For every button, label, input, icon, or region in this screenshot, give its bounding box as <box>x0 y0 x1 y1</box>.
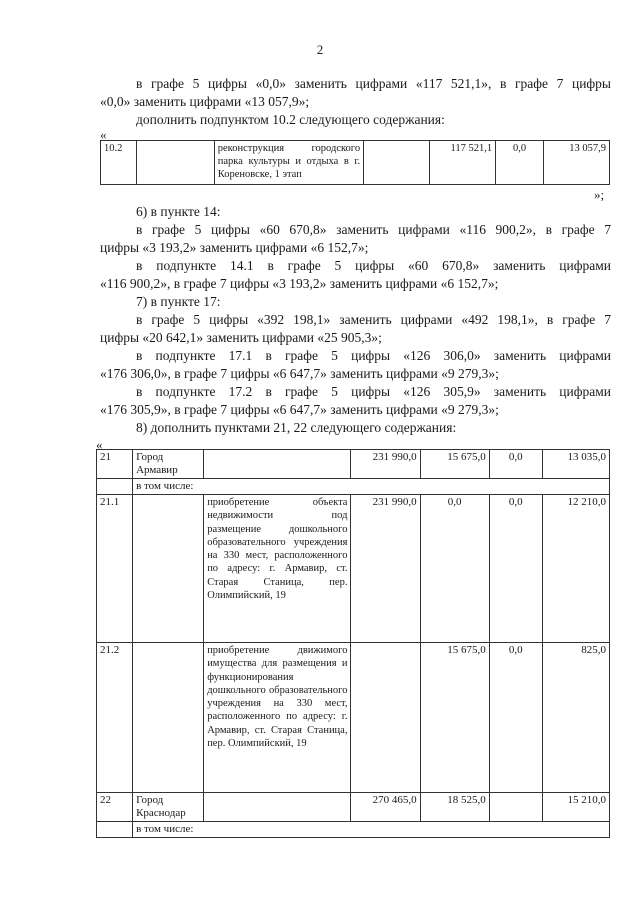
cell-col6: 0,0 <box>489 495 542 643</box>
table-row-21-1 <box>97 495 610 643</box>
cell-name <box>133 495 204 643</box>
cell-col4 <box>364 141 430 185</box>
cell-col4: 231 990,0 <box>351 495 420 643</box>
cell-col6: 0,0 <box>489 643 542 793</box>
intro-line-3: дополнить подпунктом 10.2 следующего содержания: <box>136 112 445 127</box>
open-quote-1: « <box>100 127 107 142</box>
cell-col6 <box>489 793 542 822</box>
cell-name <box>133 643 204 793</box>
row-number <box>97 479 133 495</box>
item-7a-line-2: цифры «20 642,1» заменить цифрами «25 905,3»; <box>100 330 382 345</box>
item-6a-line-2: цифры «3 193,2» заменить цифрами «6 152,7»; <box>100 240 369 255</box>
cell-col4: 270 465,0 <box>351 793 420 822</box>
item-6: 6) в пункте 14: <box>136 204 221 219</box>
cell-col4: 231 990,0 <box>351 450 420 479</box>
table-row <box>101 141 610 185</box>
item-6a-line-1: в графе 5 цифры «60 670,8» заменить цифрами «116 900,2», в графе 7 <box>136 222 611 237</box>
intro-line-2: «0,0» заменить цифрами «13 057,9»; <box>100 94 310 109</box>
cell-col7: 13 035,0 <box>542 450 609 479</box>
cell-col6: 0,0 <box>496 141 544 185</box>
cell-name: Город Краснодар <box>133 793 204 822</box>
table-row-21-2 <box>97 643 610 793</box>
item-8: 8) дополнить пунктами 21, 22 следующего содержания: <box>136 420 457 435</box>
item-7b-line-1: в подпункте 17.1 в графе 5 цифры «126 306,0» заменить цифрами <box>136 348 611 363</box>
cell-col5: 0,0 <box>420 495 489 643</box>
cell-col6: 0,0 <box>489 450 542 479</box>
item-7c-line-2: «176 305,9», в графе 7 цифры «6 647,7» заменить цифрами «9 279,3»; <box>100 402 499 417</box>
row-number: 22 <box>97 793 133 822</box>
cell-col5: 18 525,0 <box>420 793 489 822</box>
cell-description <box>204 450 351 479</box>
row-number: 21.2 <box>97 643 133 793</box>
table-row-22-subheader <box>97 822 610 838</box>
open-quote-2: « <box>96 437 103 452</box>
subheader-text: в том числе: <box>133 479 610 495</box>
table-row-22 <box>97 793 610 822</box>
item-7b-line-2: «176 306,0», в графе 7 цифры «6 647,7» заменить цифрами «9 279,3»; <box>100 366 499 381</box>
cell-col5: 15 675,0 <box>420 450 489 479</box>
cell-description <box>204 793 351 822</box>
cell-name: Город Армавир <box>133 450 204 479</box>
cell-name <box>136 141 214 185</box>
table-subitem-10-2 <box>100 140 610 185</box>
subheader-text: в том числе: <box>133 822 610 838</box>
close-quote-1: »; <box>594 187 605 202</box>
cell-description: приобретение объекта недвижимости под размещение дошкольного образовательного учреждения на 330 мест, расположенного по адресу: г. Армавир, ст. Старая Станица, пер. Олимпийский, 19 <box>204 495 351 643</box>
cell-col7: 825,0 <box>542 643 609 793</box>
row-number: 21.1 <box>97 495 133 643</box>
item-7a-line-1: в графе 5 цифры «392 198,1» заменить цифрами «492 198,1», в графе 7 <box>136 312 611 327</box>
table-row-21 <box>97 450 610 479</box>
item-7: 7) в пункте 17: <box>136 294 221 309</box>
cell-description: реконструкция городского парка культуры и отдыха в г. Кореновске, 1 этап <box>214 141 363 185</box>
item-6b-line-2: «116 900,2», в графе 7 цифры «3 193,2» заменить цифрами «6 152,7»; <box>100 276 499 291</box>
row-number: 10.2 <box>101 141 137 185</box>
row-number <box>97 822 133 838</box>
intro-line-1: в графе 5 цифры «0,0» заменить цифрами «117 521,1», в графе 7 цифры <box>136 76 611 91</box>
cell-description: приобретение движимого имущества для размещения и функционирования дошкольного образовательного учреждения на 330 мест, расположенного по адресу: г. Армавир, ст. Старая Станица, пер. Олимпийский, 19 <box>204 643 351 793</box>
item-7c-line-1: в подпункте 17.2 в графе 5 цифры «126 305,9» заменить цифрами <box>136 384 611 399</box>
cell-col5: 15 675,0 <box>420 643 489 793</box>
cell-col5: 117 521,1 <box>430 141 496 185</box>
cell-col7: 12 210,0 <box>542 495 609 643</box>
table-items-21-22 <box>96 449 610 838</box>
cell-col7: 13 057,9 <box>543 141 609 185</box>
cell-col7: 15 210,0 <box>542 793 609 822</box>
row-number: 21 <box>97 450 133 479</box>
page-number: 2 <box>316 42 324 57</box>
item-6b-line-1: в подпункте 14.1 в графе 5 цифры «60 670,8» заменить цифрами <box>136 258 611 273</box>
table-row-21-subheader <box>97 479 610 495</box>
cell-col4 <box>351 643 420 793</box>
